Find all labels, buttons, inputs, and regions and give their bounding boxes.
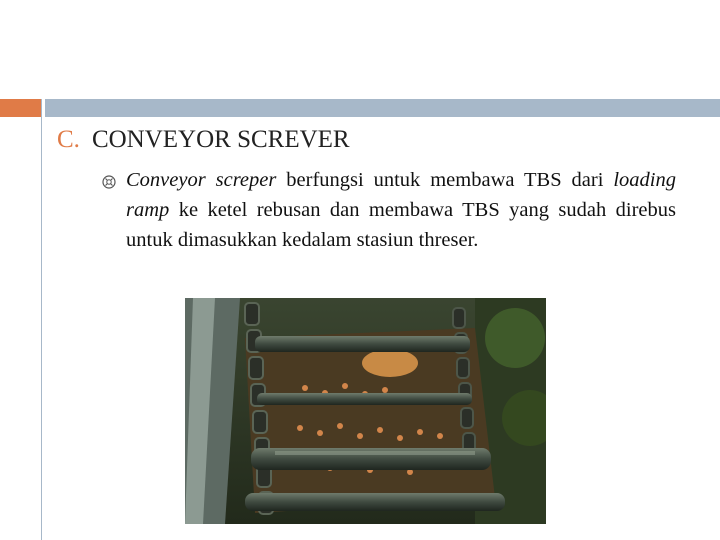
- title-bar: [45, 99, 720, 117]
- heading-marker: C.: [57, 126, 80, 153]
- circle-cross-icon: [102, 175, 116, 189]
- accent-bar: [0, 99, 41, 117]
- slide-heading: [57, 122, 350, 158]
- heading-text: CONVEYOR SCREVER: [91, 126, 350, 153]
- paragraph-text-2: ke ketel rebusan dan membawa TBS yang sudah direbus untuk dimasukkan kedalam stasiun threser.: [126, 199, 676, 251]
- vertical-rule: [41, 99, 42, 540]
- term-loading-ramp: loading ramp: [126, 169, 676, 221]
- term-conveyor-screper: Conveyor screper: [126, 169, 277, 191]
- paragraph-text-1: berfungsi untuk membawa TBS dari: [276, 169, 614, 191]
- conveyor-photo: [185, 298, 546, 524]
- bullet-paragraph: [126, 165, 676, 255]
